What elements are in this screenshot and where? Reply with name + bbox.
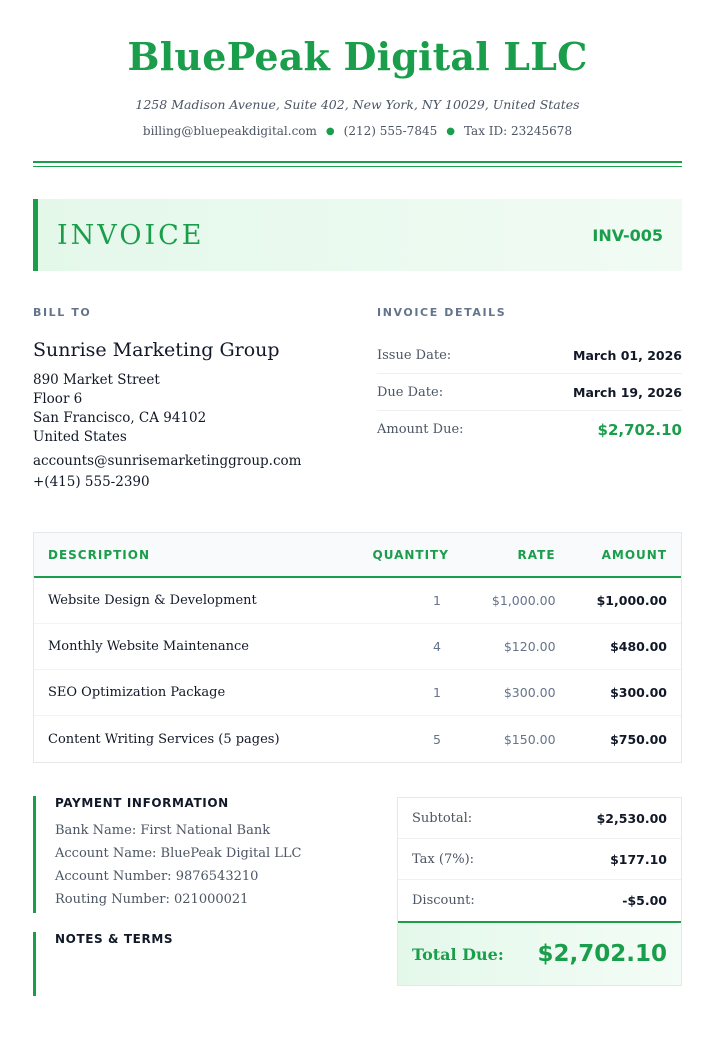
- item-rate: $300.00: [503, 685, 556, 700]
- client-address: [33, 371, 343, 447]
- issue-date-row: [377, 337, 682, 374]
- line-items-table: [33, 532, 682, 763]
- due-date-row: [377, 374, 682, 411]
- client-floor: Floor 6: [33, 391, 83, 407]
- item-rate: $1,000.00: [491, 593, 556, 608]
- invoice-number: INV-005: [592, 225, 663, 245]
- discount-label: Discount:: [412, 893, 475, 908]
- company-phone: (212) 555-7845: [343, 124, 438, 138]
- item-description: Content Writing Services (5 pages): [48, 731, 280, 747]
- invoice-details-section: [377, 306, 682, 448]
- separator-dot-icon: ●: [446, 125, 455, 137]
- item-amount: $1,000.00: [596, 593, 667, 608]
- company-name: BluePeak Digital LLC: [127, 34, 588, 79]
- account-number: Account Number: 9876543210: [55, 869, 259, 884]
- item-description: SEO Optimization Package: [48, 685, 226, 700]
- item-rate: $150.00: [503, 731, 556, 747]
- subtotal-label: Subtotal:: [412, 810, 473, 826]
- item-rate: $120.00: [503, 639, 556, 654]
- invoice-details-label: INVOICE DETAILS: [377, 306, 507, 319]
- subtotal-value: $2,530.00: [596, 810, 667, 826]
- company-tax-id: Tax ID: 23245678: [463, 124, 573, 138]
- total-due-label: Total Due:: [412, 944, 504, 964]
- item-description: Website Design & Development: [48, 593, 257, 608]
- item-amount: $480.00: [610, 639, 667, 654]
- item-quantity: 1: [433, 685, 441, 700]
- company-email[interactable]: billing@bluepeakdigital.com: [142, 124, 317, 138]
- header-description: DESCRIPTION: [48, 547, 151, 562]
- bill-to-label: BILL TO: [33, 306, 92, 319]
- issue-date-label: Issue Date:: [377, 347, 452, 363]
- table-row: [34, 716, 681, 762]
- table-row: [34, 670, 681, 716]
- header-quantity: QUANTITY: [372, 547, 449, 562]
- invoice-details-list: [377, 337, 682, 448]
- table-header: [34, 533, 681, 578]
- bank-name: Bank Name: First National Bank: [55, 823, 271, 838]
- client-email[interactable]: accounts@sunrisemarketinggroup.com: [33, 453, 302, 469]
- tax-value: $177.10: [610, 851, 667, 867]
- item-description: Monthly Website Maintenance: [48, 639, 249, 654]
- notes-title: NOTES & TERMS: [55, 932, 174, 946]
- tax-label: Tax (7%):: [412, 851, 475, 867]
- issue-date-value: March 01, 2026: [573, 347, 682, 363]
- routing-number: Routing Number: 021000021: [55, 892, 249, 907]
- header-divider-thin: [33, 166, 682, 167]
- table-row: [34, 578, 681, 624]
- payment-title: PAYMENT INFORMATION: [55, 796, 229, 810]
- client-name: Sunrise Marketing Group: [33, 339, 280, 361]
- company-contact: [0, 124, 715, 138]
- totals-summary: [397, 797, 682, 986]
- amount-due-value: $2,702.10: [597, 420, 682, 439]
- due-date-value: March 19, 2026: [573, 384, 682, 400]
- invoice-title: INVOICE: [57, 219, 205, 251]
- account-name: Account Name: BluePeak Digital LLC: [55, 846, 302, 861]
- total-due-row: [398, 921, 681, 985]
- notes-terms: [33, 932, 353, 996]
- header-rate: RATE: [517, 547, 556, 562]
- discount-value: -$5.00: [622, 893, 667, 908]
- amount-due-row: [377, 411, 682, 448]
- item-amount: $750.00: [610, 731, 667, 747]
- header-amount: AMOUNT: [601, 547, 668, 562]
- payment-details: [55, 819, 353, 911]
- client-country: United States: [33, 429, 127, 445]
- separator-dot-icon: ●: [325, 125, 335, 137]
- client-phone: +(415) 555-2390: [33, 474, 150, 490]
- company-address: 1258 Madison Avenue, Suite 402, New York, NY 10029, United States: [135, 97, 580, 112]
- due-date-label: Due Date:: [377, 384, 444, 400]
- item-amount: $300.00: [610, 685, 667, 700]
- amount-due-label: Amount Due:: [377, 422, 464, 437]
- subtotal-row: [398, 798, 681, 839]
- discount-row: [398, 880, 681, 921]
- tax-row: [398, 839, 681, 880]
- table-row: [34, 624, 681, 670]
- item-quantity: 5: [433, 731, 441, 747]
- item-quantity: 1: [433, 593, 441, 608]
- invoice-banner: [33, 199, 682, 271]
- item-quantity: 4: [433, 639, 441, 654]
- client-street: 890 Market Street: [33, 372, 160, 388]
- bill-to-section: [33, 306, 343, 490]
- header-divider: [33, 161, 682, 163]
- payment-information: [33, 796, 353, 913]
- total-due-value: $2,702.10: [537, 941, 667, 967]
- client-city: San Francisco, CA 94102: [33, 410, 207, 426]
- company-header: [0, 34, 715, 138]
